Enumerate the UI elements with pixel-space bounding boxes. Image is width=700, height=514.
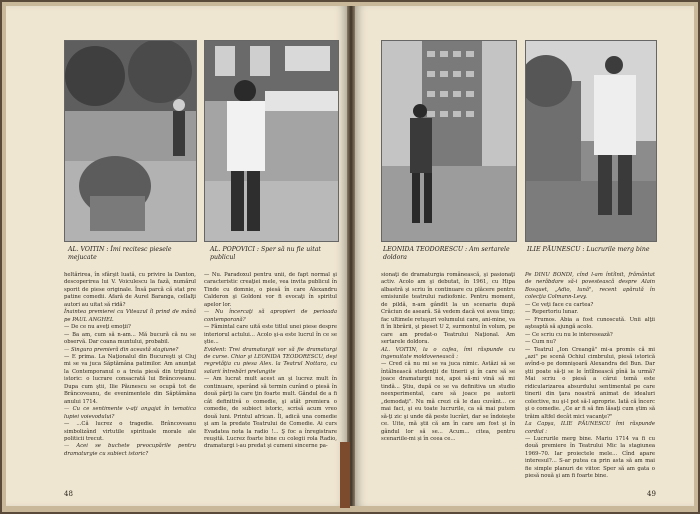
paragraph: Înaintea premierei cu Viteazul îl prind de mână pe PAUL ANGHEL [64, 309, 196, 323]
paragraph: Pe DINU BONDI, cînd l-am întîlnit, frământat de nerăbdare să-i povestească despre Alain Bosquet, „Adio, lună", recent apărută în colecţia Colmann-Levy. [525, 272, 655, 301]
paragraph: heltărirea, în sfârşit luată, cu privire la Danton, descoperirea lui V. Voiculescu la fază, numărul sporit de piese originale. Însă parcă că stat pre patine comedii. Afară de Aurel Baranga, cellalţi autori au uitat să ridă? [64, 272, 196, 308]
bookmark-ribbon [340, 442, 350, 508]
paragraph: — Fămintal care uită este titlul unei piese despre interiorul actului... Acolo şi-a este lucrul în ce se ştie... [204, 324, 337, 346]
paragraph: — Ce veţi face cu cartea? [525, 301, 594, 308]
photo-leonida-teodorescu [381, 40, 517, 242]
paragraph: — Am lucrat mult acest an şi lucrez mult în continuare, sperând să termin curând o piesă în două părţi la care ţin foarte mult. Gândul de a fi cât definitivă o comedie, şi atât premiera o comedie, de subiect istoric, scrisă acum vreo două luni. Printul african. Îl, adică una comedie şi am la predate Teatrului de Comedie. Ai curs Evadatea nota la radio !... Ş foc a înregistrare reuşită. Lucrez foarte bine cu colegii rola Radio, dramaturgi i-au predat şi cumeni sincerne pa- [204, 376, 337, 450]
page-number-right: 49 [647, 490, 656, 498]
left-column-1 [64, 272, 196, 458]
right-column-2 [525, 272, 655, 481]
paragraph: — Teatrul „Ion Creangă" mi-a promis că mi „azi" pe scenă Ochiul cimbrului, piesă istorică avînd-o pe domnişoară Alexandra del Bun. Dar ştii poate să-ţi se le întîlnească pînă la urmă? Mai scriu o piesă a cărui temă este ridicularizarea absurdului sentimental pe care tinerii din ţara noastră animat de idealuri colective, nu şi-l pot să-l aproprie. Iată că încerc şi o comedie. „Ce ar fi să fim lăsaţi cum ştim să trăim altfel decât mici vacanţe?" [525, 346, 655, 420]
caption-ilie-paunescu: ILIE PĂUNESCU : Lucrurile merg bine [527, 246, 650, 253]
paragraph: — Frumos. Abia a fost cunoscută. Unii alţii aşteaptă să ajungă acolo. [525, 316, 655, 331]
page-number-left: 48 [64, 490, 73, 498]
paragraph: — Ba am, cum să n-am... Mă bucură că nu se observă. Dar coana muntului, probabil. [64, 331, 196, 346]
paragraph: — Repertoriu lunar. [525, 309, 579, 316]
photo-ilie-paunescu [525, 40, 657, 242]
paragraph: sionaţi de dramaturgia românească, şi pasionaţi activ. Acolo am şi debutat, în 1961, cu Hipa albastră şi scriu în continuare cu plăcere pentru emisiunile teatrului radiofonic. Pentru moment, de pildă, n-am gândit la un scenariu după Crăciun de aseară. Să vedem dacă voi avea timp; fac ultimele retuşuri volumului care, ani-mine, va fi în librării, şi pieset U 2, surmontul în volum, pe care am predat-o Teatrului Naţional. Am sertarele doldora. [381, 272, 515, 346]
caption-al-voitin: AL. VOITIN : Îmi recitesc piesele mejucate [68, 246, 172, 261]
book-gutter [347, 6, 355, 506]
paragraph: — Nu. Paradoxul pentru unii, de fapt normal şi caracteristic creaţiei mele, vea invita publicul în Tinde cu domnie, o piesă în care Alexandru Calderon şi Goldoni vor fi evocaţi în spiritul apelor lor. [204, 272, 337, 308]
paragraph: — De ce nu aveţi emoţii? [64, 324, 131, 331]
paragraph: La Capşa, ILIE PĂUNESCU îmi răspunde cordial : [525, 421, 655, 435]
right-page [355, 6, 694, 506]
paragraph: — E prima. La Naţionalul din Bucureşti şi Cluj mi se va juca Săptămâna patimilor. Am anunţat la Contemporanul o a treia piesă din triptinul istoric: o lucrare consacrată lui Brâncoveanu. Dupa cum ştii, Ilie Păunescu se ocupă tot de Brâncoveanu, de evenimentele din Săptămâna anului 1714. [64, 353, 196, 405]
paragraph: — Cred că nu mi se va juca nimic. Astăzi să se întâlnească studenţii de tinerii şi în care să se joace dramaturgii noi, apoi să-mi vină să mi tindă... Ştiu, după ce se va definitiva un studio neexperimental, care să joace pe autorii „demodaţi". Nu mă crezi că le dau cuvânt... ce mai faci, şi eu toate lucrurile, ca să mai putem să-ţi zic şi unde dă peste lucrări, dar se îndoieşte ce. Uite, mă ştii că am în care am fost şi în gândul lor să se... Acum... citea, pentru scenariile-mi și în ceea ce... [381, 361, 515, 442]
left-column-2 [204, 272, 337, 451]
paragraph: — Lucrurile merg bine. Mariu 1714 va fi cu două premiere în Teatrului Mic la stagiunea 1969–70. Iar proiectele mele... Cînd apare interesul?... S-ar putea ca prin asta să am mai fie simple planuri de viitor. Sper să am gata o piesă nouă şi am fi foarte bine. [525, 435, 655, 480]
paragraph: — Singura premieră din această stagiune? [64, 346, 179, 353]
paragraph: — Cu ce sentimente v-aţi angajat în tematica lupiei voievodului? [64, 406, 196, 420]
caption-al-popovici: AL. POPOVICI : Sper să nu fie uitat publicul [210, 246, 321, 261]
paragraph: — Nu încercaţi să apropieri de perioada contemporană? [204, 309, 337, 323]
paragraph: Evident: Trei dramaturgii vor să fie dramaturgi de curse. Chiar şi LEONIDA TEODORESCU, deşi regretăţia cu piesa Alex. la Teatrul Nottara, cu salarii întrebări prelungite [204, 346, 337, 375]
paragraph: AL. VOITIN, la o cafea, îmi răspunde cu ingenuitate moldovenească : [381, 346, 515, 360]
paragraph: — ...Că lucrez o tragedie. Brâncoveanu simbolizând virtutile spirituale morale ale politicii trecut. [64, 421, 196, 442]
paragraph: — Acei se buchete preocupările pentru dramaturgie cu subiect istoric? [64, 443, 196, 457]
caption-leonida-teodorescu: LEONIDA TEODORESCU : Am sertarele doldora [383, 246, 510, 261]
paragraph: — Ce scriu cu nu le interesează? [525, 331, 613, 338]
photo-al-voitin [64, 40, 197, 242]
open-book [2, 2, 698, 512]
left-page [6, 6, 347, 506]
right-column-1 [381, 272, 515, 443]
photo-al-popovici [204, 40, 339, 242]
paragraph: — Cum nu? [525, 339, 556, 346]
